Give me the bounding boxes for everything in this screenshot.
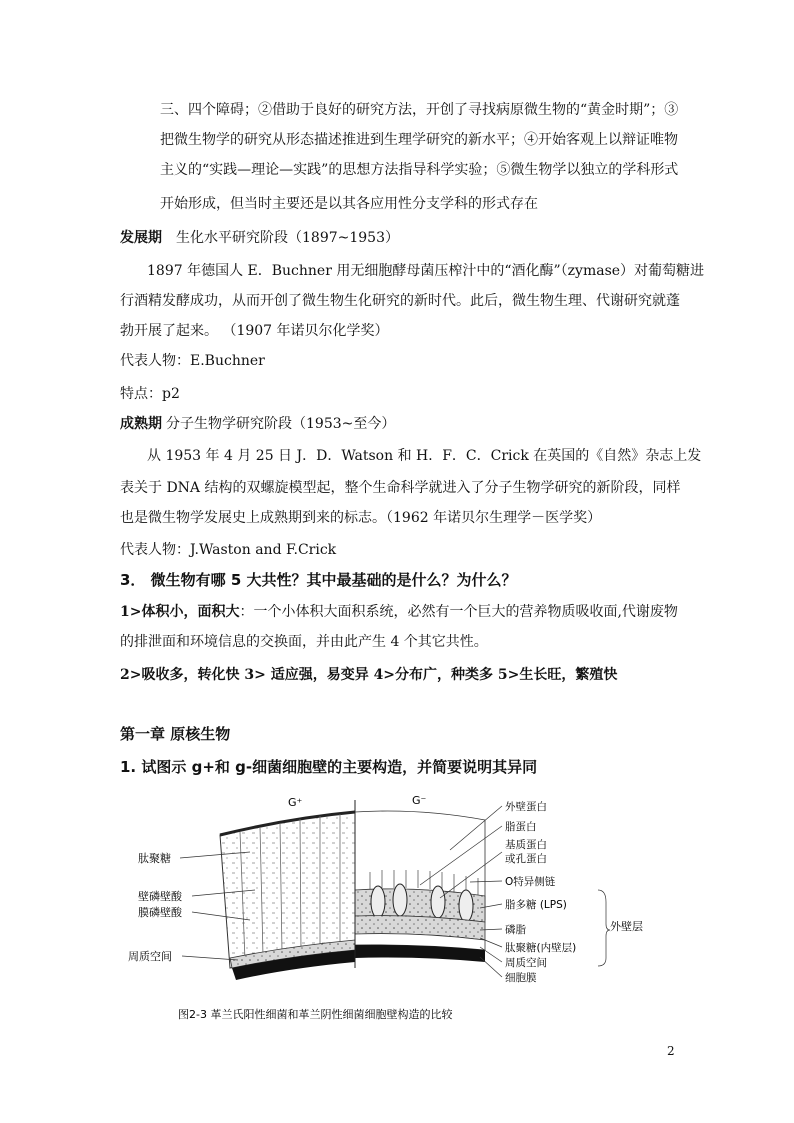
text-line: 三、四个障碍；②借助于良好的研究方法，开创了寻找病原微生物的“黄金时期”；③ <box>160 102 679 118</box>
left-labels <box>128 851 183 963</box>
label-cell-membrane: 细胞膜 <box>505 972 537 984</box>
figure-caption: 图2-3 革兰氏阳性细菌和革兰阴性细菌细胞壁构造的比较 <box>178 1008 453 1021</box>
question-heading: 3． 微生物有哪 5 大共性？其中最基础的是什么？为什么？ <box>120 571 517 589</box>
representative: 代表人物：E.Buchner <box>120 353 265 369</box>
text-line: 也是微生物学发展史上成熟期到来的标志。（1962 年诺贝尔生理学－医学奖） <box>120 510 602 526</box>
section-title: 生化水平研究阶段（1897~1953） <box>176 230 399 246</box>
label-porin: 或孔蛋白 <box>505 853 547 865</box>
section-title: 分子生物学研究阶段（1953~至今） <box>166 416 396 432</box>
answer-line: 2>吸收多，转化快 3> 适应强，易变异 4>分布广，种类多 5>生长旺，繁殖快 <box>120 667 618 683</box>
text-line: 行酒精发酵成功，从而开创了微生物生化研究的新时代。此后，微生物生理、代谢研究就蓬 <box>120 293 680 309</box>
label-lps: 脂多糖 (LPS) <box>505 899 567 911</box>
label-outer-layer: 外壁层 <box>610 920 643 933</box>
label-outer-protein: 外壁蛋白 <box>505 801 547 813</box>
text-line: 的排泄面和环境信息的交换面，并由此产生 4 个其它共性。 <box>120 634 488 650</box>
section-label: 发展期 <box>120 230 162 246</box>
section-label: 成熟期 <box>120 416 162 432</box>
text-line: 1897 年德国人 E．Buchner 用无细胞酵母菌压榨汁中的“酒化酶”（zymase）对葡萄糖进 <box>147 263 705 279</box>
text-line: 从 1953 年 4 月 25 日 J．D．Watson 和 H．F．C．Crick 在英国的《自然》杂志上发 <box>147 448 702 464</box>
text-line: 表关于 DNA 结构的双螺旋模型起，整个生命科学就进入了分子生物学研究的新阶段，同样 <box>120 480 681 496</box>
label-g-minus: G⁻ <box>412 794 427 807</box>
section-development <box>120 228 399 248</box>
answer-text: ：一个小体积大面积系统，必然有一个巨大的营养物质吸收面,代谢废物 <box>239 604 678 620</box>
label-periplasm-left: 周质空间 <box>128 950 172 963</box>
label-wall-teichoic: 壁磷壁酸 <box>138 890 182 903</box>
label-o-chain: O特异侧链 <box>505 876 556 888</box>
answer-line <box>120 602 678 622</box>
label-matrix-protein: 基质蛋白 <box>505 839 547 851</box>
cell-wall-figure <box>120 790 680 1030</box>
answer-label: 1>体积小，面积大 <box>120 604 240 620</box>
section-mature <box>120 414 395 434</box>
feature: 特点：p2 <box>120 386 180 402</box>
label-phospholipid: 磷脂 <box>505 924 526 936</box>
representative: 代表人物：J.Waston and F.Crick <box>120 542 337 558</box>
label-lipoprotein: 脂蛋白 <box>505 821 537 833</box>
text-line: 开始形成，但当时主要还是以其各应用性分支学科的形式存在 <box>160 196 538 212</box>
label-g-plus: G⁺ <box>288 796 303 809</box>
question-heading: 1. 试图示 g+和 g-细菌细胞壁的主要构造，并简要说明其异同 <box>120 758 538 776</box>
chapter-title: 第一章 原核生物 <box>120 725 231 743</box>
label-peptidoglycan: 肽聚糖 <box>138 852 171 865</box>
text-line: 主义的“实践—理论—实践”的思想方法指导科学实验；⑤微生物学以独立的学科形式 <box>160 162 679 178</box>
label-peptidoglycan-inner: 肽聚糖(内壁层) <box>505 942 577 954</box>
right-labels <box>505 800 643 984</box>
text-line: 勃开展了起来。 （1907 年诺贝尔化学奖） <box>120 323 389 339</box>
label-membrane-teichoic: 膜磷壁酸 <box>138 906 182 919</box>
text-line: 把微生物学的研究从形态描述推进到生理学研究的新水平；④开始客观上以辩证唯物 <box>160 132 678 148</box>
label-periplasm-right: 周质空间 <box>505 957 547 969</box>
page-number: 2 <box>667 1044 675 1058</box>
